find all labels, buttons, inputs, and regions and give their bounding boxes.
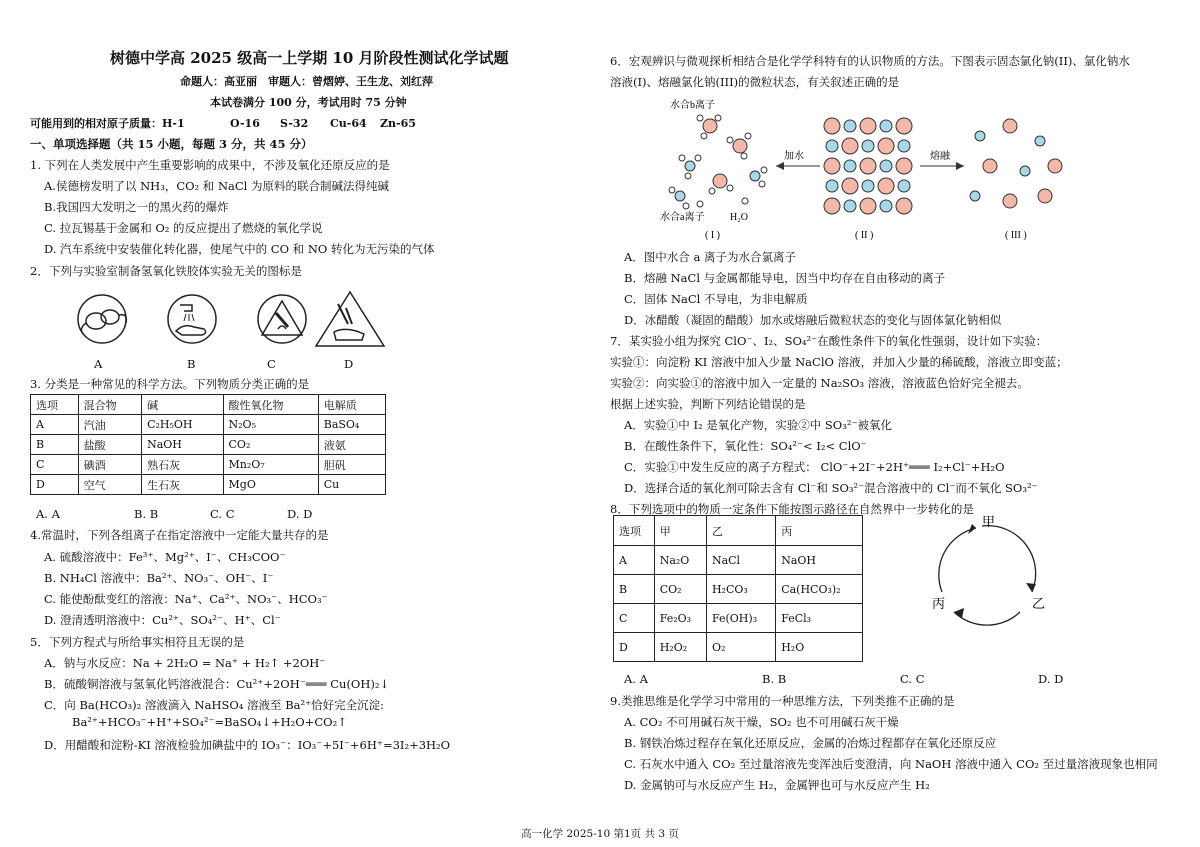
q8-answer-c: C. C [900,672,925,686]
q4-option-b: B. NH₄Cl 溶液中：Ba²⁺、NO₃⁻、OH⁻、I⁻ [44,571,274,585]
chloride-ion [824,118,840,134]
node-jia: 甲 [982,514,996,529]
sodium-chloride-states-diagram [660,96,1080,246]
label-add-water: 加水 [784,151,804,162]
conversion-cycle-diagram [920,512,1060,632]
q8-answer-a: A. A [624,672,648,686]
sodium-ion [844,200,856,212]
table-row: A 汽油 C₂H₅OH N₂O₅ BaSO₄ [31,415,386,435]
sodium-ion [844,160,856,172]
table-row: A Na₂O NaCl NaOH [614,546,863,575]
question-6-stem-2: 溶液(I)、熔融氯化钠(III)的微粒状态，有关叙述正确的是 [610,75,900,89]
q8-answer-d: D. D [1038,672,1064,686]
q9-option-c: C. 石灰水中通入 CO₂ 至过量溶液先变浑浊后变澄清，向 NaOH 溶液中通入 CO₂ 至过量溶液现象也相同 [624,757,1158,771]
chloride-ion [896,158,912,174]
question-5-stem: 5．下列方程式与所给事实相符且无误的是 [30,635,245,649]
label-hydrated-b: 水合b离子 [670,100,715,111]
sodium-ion [862,180,874,192]
table-row: B CO₂ H₂CO₃ Ca(HCO₃)₂ [614,575,863,604]
table-row: C Fe₂O₃ Fe(OH)₃ FeCl₃ [614,604,863,633]
question-8-stem: 8．下列选项中的物质一定条件下能按图示路径在自然界中一步转化的是 [610,502,974,516]
sodium-ion [880,160,892,172]
solution-particles [669,115,767,209]
q8-answer-b: B. B [762,672,787,686]
label-state-1: ( I ) [705,230,720,241]
node-bing: 丙 [932,596,946,611]
authors-line: 命题人：高亚丽 审题人：曾熠婷、王生龙、刘红萍 [180,75,433,88]
label-state-2: ( II ) [855,230,874,241]
wash-hands-icon [164,293,224,349]
chloride-ion [896,198,912,214]
q5-option-a: A．钠与水反应：Na + 2H₂O = Na⁺ + H₂↑ +2OH⁻ [44,656,326,670]
q3-classification-table [30,394,386,495]
q5-option-d: D．用醋酸和淀粉-KI 溶液检验加碘盐中的 IO₃⁻：IO₃⁻+5I⁻+6H⁺=3I₂+3H₂O [44,738,451,752]
sodium-ion [898,180,910,192]
chloride-ion [842,178,858,194]
sodium-ion [880,200,892,212]
sharp-object-icon [312,288,388,350]
molten-particles [970,119,1062,208]
q1-option-b: B.我国四大发明之一的黑火药的爆炸 [44,200,229,214]
q3-answer-a: A. A [36,507,60,521]
q6-option-b: B．熔融 NaCl 与金属都能导电，因当中均存在自由移动的离子 [624,271,946,285]
question-4-stem: 4.常温时，下列各组离子在指定溶液中一定能大量共存的是 [30,528,329,542]
q5-option-c-equation: Ba²⁺+HCO₃⁻+H⁺+SO₄²⁻=BaSO₄↓+H₂O+CO₂↑ [72,715,347,729]
question-7-stem: 7．某实验小组为探究 ClO⁻、I₂、SO₄²⁻在酸性条件下的氧化性强弱，设计如下实验： [610,334,1048,348]
q9-option-a: A. CO₂ 不可用碱石灰干燥，SO₂ 也不可用碱石灰干燥 [624,715,899,729]
q2-label-b: B [187,357,196,371]
q6-option-a: A．图中水合 a 离子为水合氯离子 [624,250,796,264]
q2-label-a: A [94,357,103,371]
label-water: H₂O [730,212,748,223]
table-row: D H₂O₂ O₂ H₂O [614,633,863,662]
solid-lattice [824,118,912,214]
question-3-stem: 3. 分类是一种常见的科学方法。下列物质分类正确的是 [30,377,310,391]
chloride-ion [860,118,876,134]
label-hydrated-a: 水合a离子 [660,212,705,223]
table-row: B 盐酸 NaOH CO₂ 液氨 [31,435,386,455]
sodium-ion [826,180,838,192]
q7-judge: 根据上述实验，判断下列结论错误的是 [610,397,806,411]
q8-conversion-table [613,515,863,662]
q4-option-d: D. 澄清透明溶液中：Cu²⁺、SO₄²⁻、H⁺、Cl⁻ [44,613,281,627]
q7-option-d: D．选择合适的氧化剂可除去含有 Cl⁻和 SO₃²⁻混合溶液中的 Cl⁻而不氧化 SO₃²⁻ [624,481,1038,495]
q5-option-c: C．向 Ba(HCO₃)₂ 溶液滴入 NaHSO₄ 溶液至 Ba²⁺恰好完全沉淀: [44,698,385,712]
q3-answer-b: B. B [134,507,159,521]
q4-option-c: C. 能使酚酞变红的溶液：Na⁺、Ca²⁺、NO₃⁻、HCO₃⁻ [44,592,328,606]
q7-option-c: C．实验①中发生反应的离子方程式： ClO⁻+2I⁻+2H⁺═══ I₂+Cl⁻+H₂O [624,460,1005,474]
chloride-ion [878,138,894,154]
q1-option-a: A.侯德榜发明了以 NH₃，CO₂ 和 NaCl 为原料的联合制碱法得纯碱 [44,179,390,193]
q2-label-c: C [267,357,276,371]
sodium-ion [898,140,910,152]
section-heading: 一、单项选择题（共 15 小题，每题 3 分，共 45 分） [30,137,313,151]
q5-option-b: B．硫酸铜溶液与氢氧化钙溶液混合：Cu²⁺+2OH⁻═══ Cu(OH)₂↓ [44,677,390,691]
q9-option-b: B. 钢铁冶炼过程存在氧化还原反应，金属的冶炼过程都存在氧化还原反应 [624,736,997,750]
label-state-3: ( III ) [1005,230,1027,241]
chloride-ion [824,158,840,174]
q4-option-a: A. 硫酸溶液中：Fe³⁺、Mg²⁺、I⁻、CH₃COO⁻ [44,550,286,564]
sodium-ion [844,120,856,132]
q3-answer-d: D. D [287,507,313,521]
sodium-ion [862,140,874,152]
label-melt: 熔融 [930,151,950,162]
q9-option-d: D. 金属钠可与水反应产生 H₂，金属钾也可与水反应产生 H₂ [624,778,930,792]
question-1-stem: 1. 下列在人类发展中产生重要影响的成果中，不涉及氧化还原反应的是 [30,158,390,172]
exam-info: 本试卷满分 100 分，考试用时 75 分钟 [210,96,407,109]
table-row: C 碘酒 熟石灰 Mn₂O₇ 胆矾 [31,455,386,475]
q2-label-d: D [344,357,354,371]
q3-answer-c: C. C [210,507,235,521]
q1-option-c: C. 拉瓦锡基于金属和 O₂ 的反应提出了燃烧的氧化学说 [44,221,323,235]
question-9-stem: 9.类推思维是化学学习中常用的一种思维方法，下列类推不正确的是 [610,694,955,708]
q7-option-a: A．实验①中 I₂ 是氧化产物，实验②中 SO₃²⁻被氧化 [624,418,893,432]
node-yi: 乙 [1032,596,1046,611]
chloride-ion [896,118,912,134]
heating-warning-icon [250,293,314,349]
chloride-ion [860,158,876,174]
sodium-ion [880,120,892,132]
q1-option-d: D. 汽车系统中安装催化转化器，使尾气中的 CO 和 NO 转化为无污染的气体 [44,242,435,256]
table-header-row: 选项 甲 乙 丙 [614,516,863,546]
chloride-ion [824,198,840,214]
question-6-stem: 6．宏观辨识与微观探析相结合是化学学科特有的认识物质的方法。下图表示固态氯化钠(II)、氯化钠水 [610,54,1130,68]
chloride-ion [878,178,894,194]
chloride-ion [860,198,876,214]
chloride-ion [842,138,858,154]
q7-option-b: B．在酸性条件下，氧化性：SO₄²⁻< I₂< ClO⁻ [624,439,867,453]
table-header-row: 选项 混合物 碱 酸性氧化物 电解质 [31,395,386,415]
goggles-icon [74,293,134,349]
q7-experiment-1: 实验①：向淀粉 KI 溶液中加入少量 NaClO 溶液，并加入少量的稀硫酸，溶液立即变蓝； [610,355,1068,369]
page-footer: 高一化学 2025-10 第1页 共 3 页 [521,828,679,840]
q6-option-c: C．固体 NaCl 不导电，为非电解质 [624,292,808,306]
q7-experiment-2: 实验②：向实验①的溶液中加入一定量的 Na₂SO₃ 溶液，溶液蓝色恰好完全褪去。 [610,376,1029,390]
sodium-ion [826,140,838,152]
table-row: D 空气 生石灰 MgO Cu [31,475,386,495]
question-2-stem: 2．下列与实验室制备氢氧化铁胶体实验无关的图标是 [30,264,302,278]
page-title: 树德中学高 2025 级高一上学期 10 月阶段性测试化学试题 [110,49,509,67]
q6-option-d: D．冰醋酸（凝固的醋酸）加水或熔融后微粒状态的变化与固体氯化钠相似 [624,313,1002,327]
